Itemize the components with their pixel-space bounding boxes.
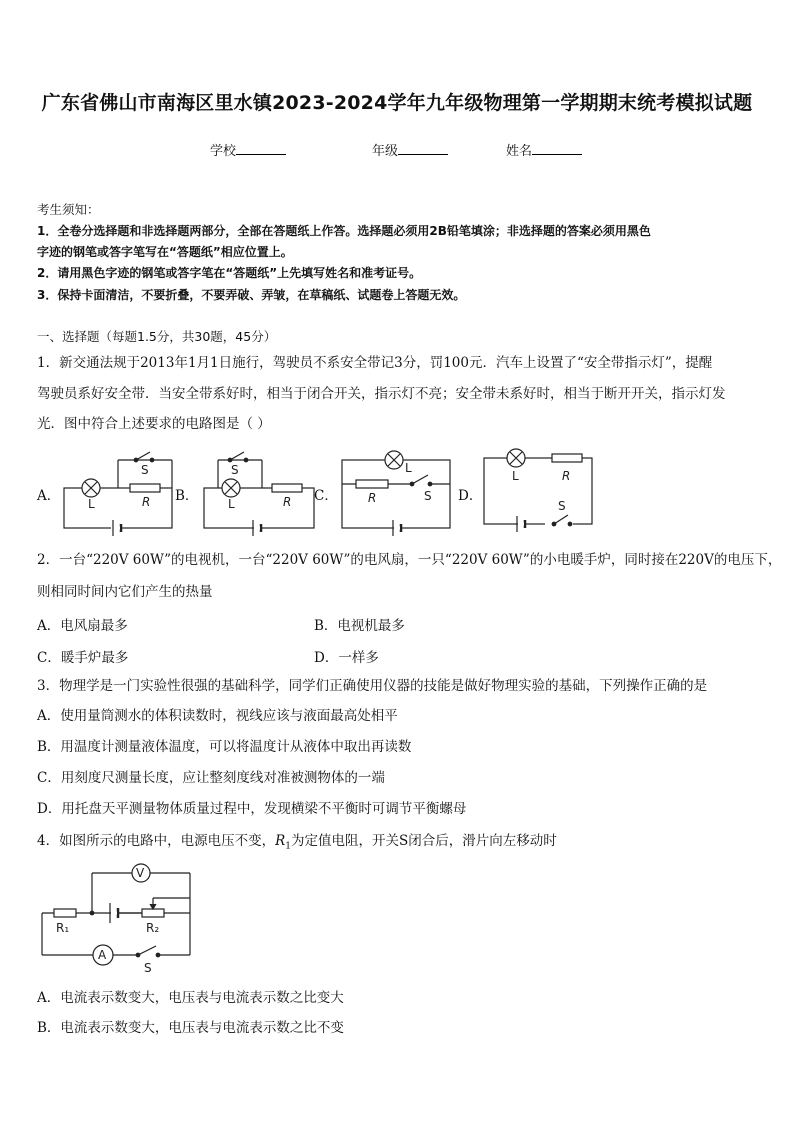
circuit-d[interactable] [484,449,592,532]
grade-blank[interactable] [398,142,448,155]
q3-option-a[interactable]: A．使用量筒测水的体积读数时，视线应该与液面最高处相平 [37,708,398,724]
name-blank[interactable] [532,142,582,155]
label-r: R [368,491,377,505]
q2-option-a[interactable]: A．电风扇最多 [37,618,128,634]
circuit-a[interactable] [64,452,172,537]
label-r: R [283,495,292,509]
notice-item: 1．全卷分选择题和非选择题两部分，全部在答题纸上作答。选择题必须用2B铅笔填涂；非选择题的答案必须用黑色 [37,224,651,238]
school-blank[interactable] [236,142,286,155]
q1-option-b-letter[interactable]: B． [175,488,199,504]
q2-stem-line: 则相同时间内它们产生的热量 [37,584,213,600]
label-r2: R₂ [146,921,160,935]
q3-option-c[interactable]: C．用刻度尺测量长度，应让整刻度线对准被测物体的一端 [37,770,385,786]
label-l: L [88,497,95,511]
label-s: S [141,463,149,477]
label-l: L [405,461,412,475]
notice-heading: 考生须知： [37,202,100,217]
label-r: R [142,495,151,509]
q1-option-c-letter[interactable]: C． [314,488,338,504]
q3-option-d[interactable]: D．用托盘天平测量物体质量过程中，发现横梁不平衡时可调节平衡螺母 [37,801,467,817]
voltmeter-icon: V [136,866,145,880]
ammeter-icon: A [98,948,107,962]
q2-option-d[interactable]: D．一样多 [314,650,379,666]
notice-item: 字迹的钢笔或答字笔写在“答题纸”相应位置上。 [37,245,293,259]
label-l: L [228,497,235,511]
q3-stem: 3．物理学是一门实验性很强的基础科学，同学们正确使用仪器的技能是做好物理实验的基础，下列操作正确的是 [37,678,708,694]
grade-field: 年级 [372,140,448,159]
label-s: S [424,489,432,503]
label-r1: R₁ [56,921,70,935]
q4-stem: 4．如图所示的电路中，电源电压不变，$R_1$为定值电阻，开关S闭合后，滑片向左移动时 [37,833,557,852]
q1-option-a-letter[interactable]: A． [37,488,61,504]
label-s: S [558,499,566,513]
label-l: L [512,469,519,483]
q1-stem-line: 驾驶员系好安全带．当安全带系好时，相当于闭合开关，指示灯不亮；安全带未系好时，相当于断开开关，指示灯发 [37,386,726,402]
q2-option-c[interactable]: C．暖手炉最多 [37,650,129,666]
q1-stem-line: 1．新交通法规于2013年1月1日施行，驾驶员不系安全带记3分，罚100元．汽车上设置了“安全带指示灯”，提醒 [37,355,713,371]
q4-option-a[interactable]: A．电流表示数变大，电压表与电流表示数之比变大 [37,990,344,1006]
q1-circuit-diagrams [0,440,794,545]
q2-option-b[interactable]: B．电视机最多 [314,618,405,634]
name-field: 姓名 [506,140,582,159]
q1-option-d-letter[interactable]: D． [458,488,483,504]
section-heading: 一、选择题（每题1.5分，共30题，45分） [37,329,277,344]
q1-stem-line: 光．图中符合上述要求的电路图是（ ） [37,416,271,432]
school-field: 学校 [210,140,286,159]
q4-circuit-diagram [30,858,210,978]
circuit-c[interactable] [342,451,450,536]
q4-option-b[interactable]: B．电流表示数变大，电压表与电流表示数之比不变 [37,1020,344,1036]
notice-item: 3．保持卡面清洁，不要折叠，不要弄破、弄皱，在草稿纸、试题卷上答题无效。 [37,288,466,302]
q3-option-b[interactable]: B．用温度计测量液体温度，可以将温度计从液体中取出再读数 [37,739,412,755]
notice-item: 2．请用黑色字迹的钢笔或答字笔在“答题纸”上先填写姓名和准考证号。 [37,266,422,280]
exam-title: 广东省佛山市南海区里水镇2023-2024学年九年级物理第一学期期末统考模拟试题 [41,92,753,114]
circuit-b[interactable] [204,452,314,536]
label-s: S [231,463,239,477]
label-r: R [562,469,571,483]
label-s: S [144,961,152,975]
q2-stem-line: 2．一台“220V 60W”的电视机，一台“220V 60W”的电风扇，一只“220V 60W”的小电暖手炉，同时接在220V的电压下， [37,552,782,568]
